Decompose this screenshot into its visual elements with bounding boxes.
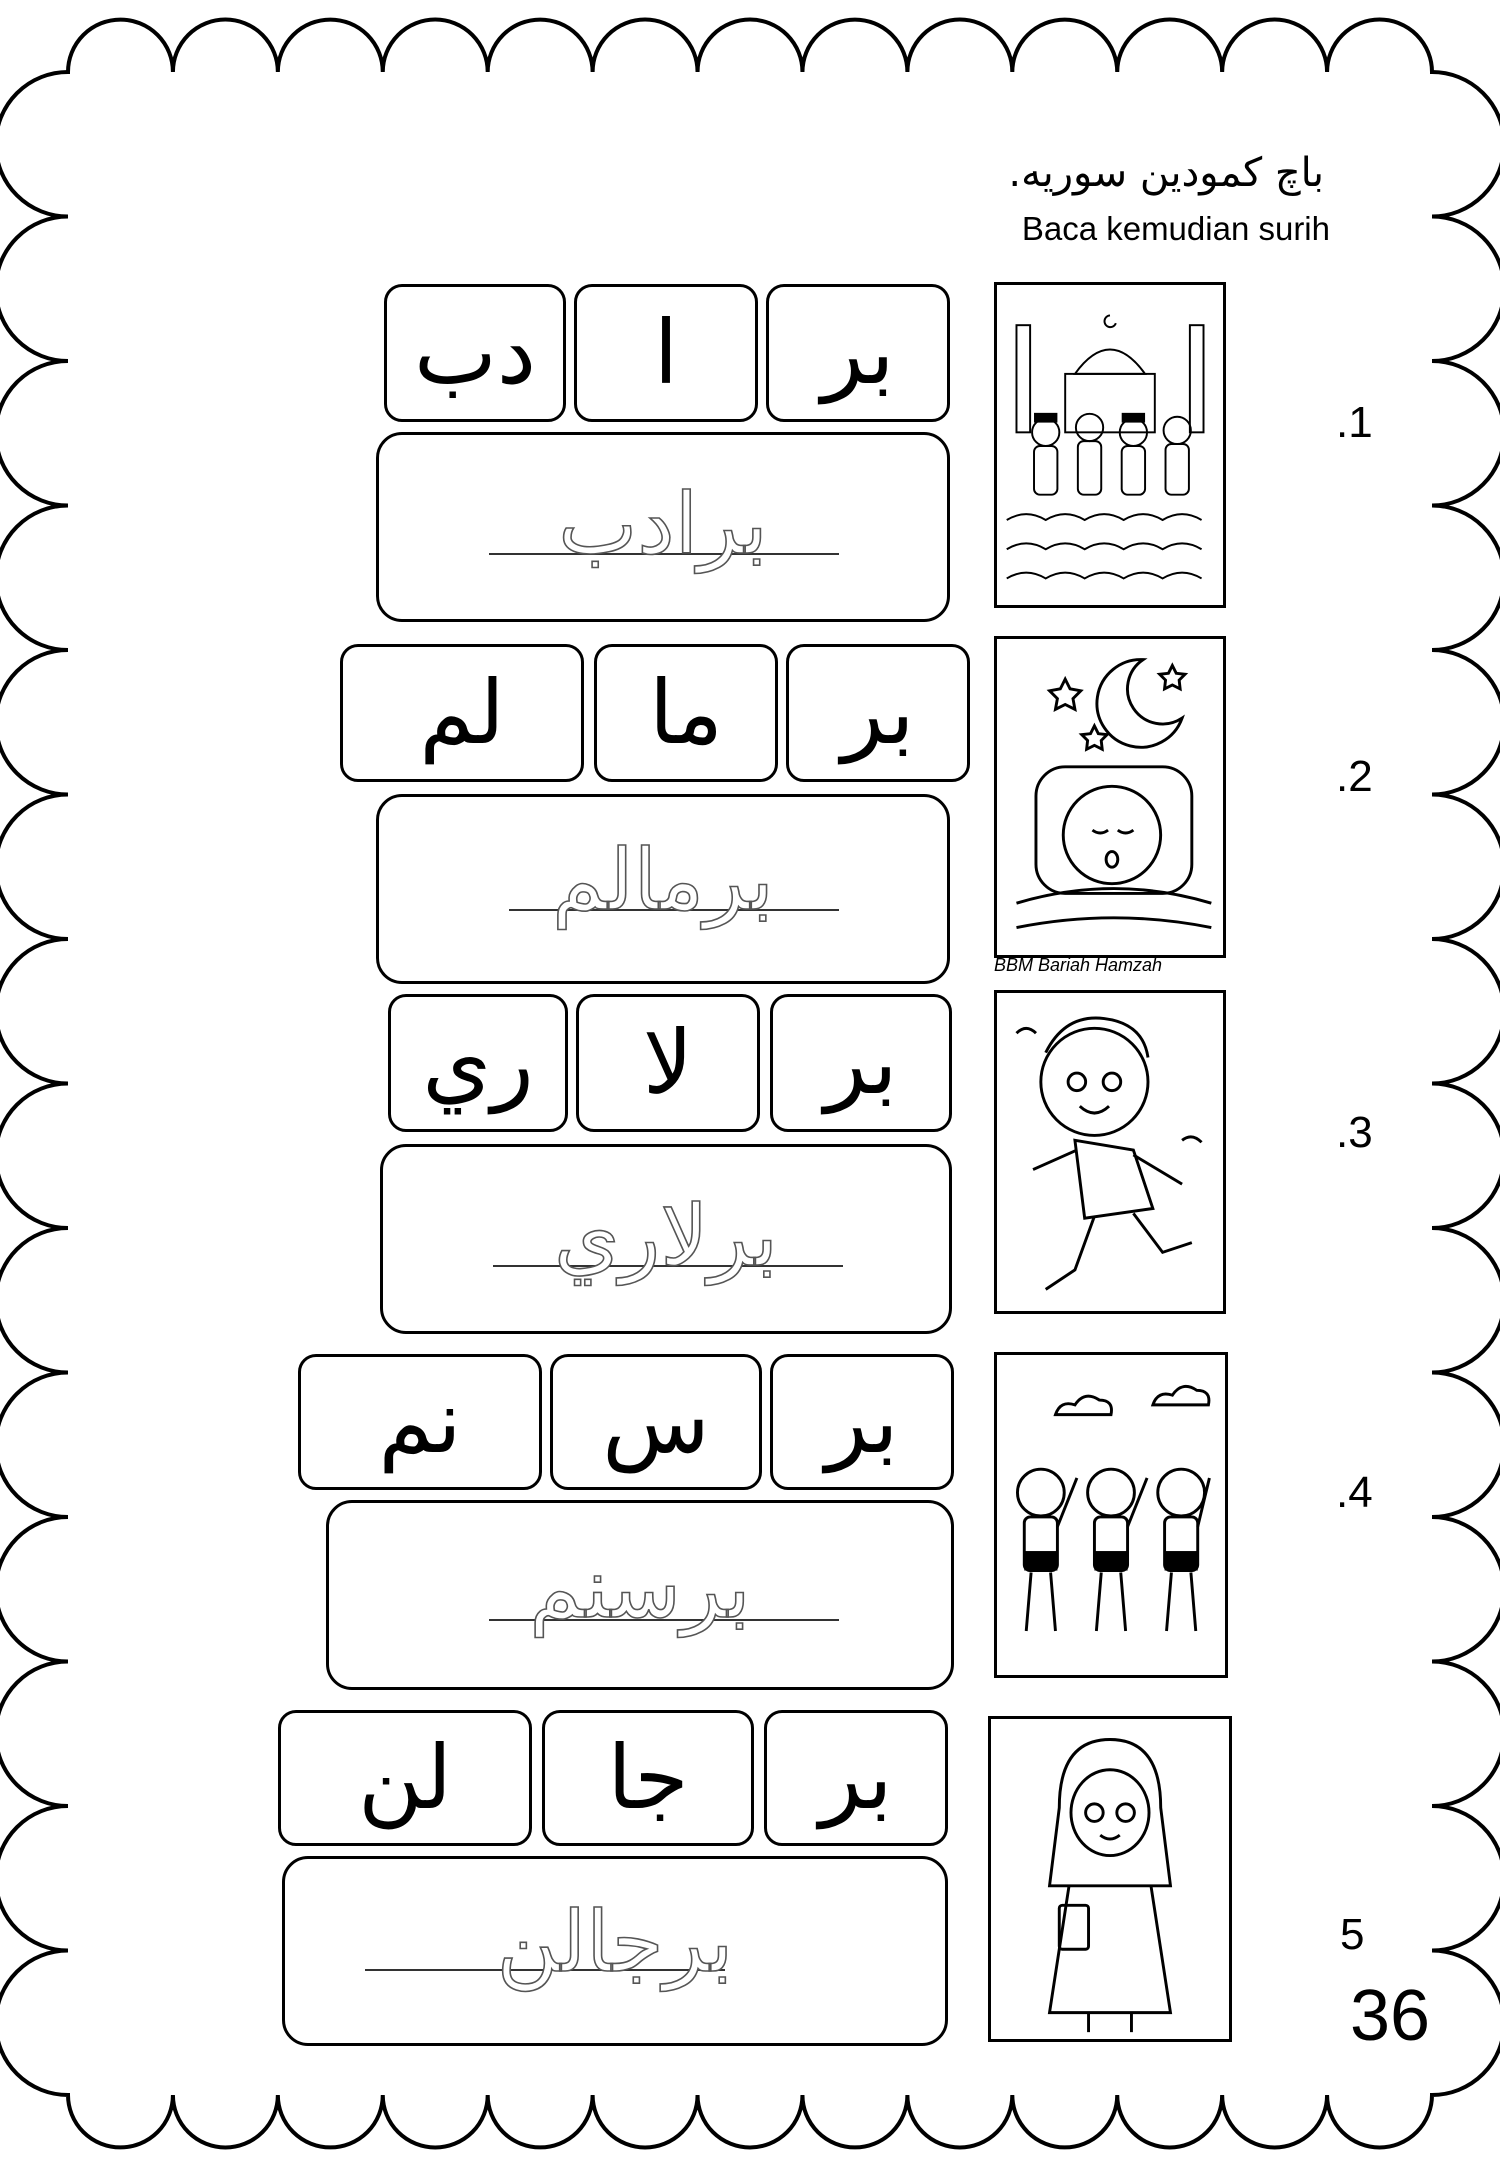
- picture-1: [994, 282, 1226, 608]
- picture-2: [994, 636, 1226, 958]
- trace-box-4[interactable]: [326, 1500, 954, 1690]
- page-number: 36: [1350, 1976, 1431, 2056]
- girl-walking-with-books-icon: [991, 1719, 1229, 2039]
- item-number-3: .3: [1336, 1108, 1373, 1157]
- picture-4: [994, 1352, 1228, 1678]
- trace-word-1: برادب: [558, 475, 768, 573]
- item-number-5: 5: [1340, 1910, 1365, 1959]
- boy-running-icon: [997, 993, 1223, 1311]
- trace-box-5[interactable]: [282, 1856, 948, 2046]
- syllable-box-5-1: بر: [764, 1710, 948, 1846]
- item-number-4: .4: [1336, 1468, 1373, 1517]
- credit-text: BBM Bariah Hamzah: [994, 955, 1163, 975]
- trace-word-3: برلاري: [554, 1187, 778, 1285]
- trace-box-2[interactable]: [376, 794, 950, 984]
- trace-box-1[interactable]: [376, 432, 950, 622]
- item-number-1: .1: [1336, 398, 1373, 447]
- trace-word-2: برمالم: [552, 831, 774, 929]
- syllable-box-4-2: س: [550, 1354, 762, 1490]
- boys-arranging-shoes-at-mosque-icon: [997, 285, 1223, 605]
- syllable-box-1-1: بر: [766, 284, 950, 422]
- syllable-box-2-3: لم: [340, 644, 584, 782]
- syllable-box-3-2: لا: [576, 994, 760, 1132]
- item-number-2: .2: [1336, 752, 1373, 801]
- syllable-box-2-1: بر: [786, 644, 970, 782]
- syllable-box-4-3: نم: [298, 1354, 542, 1490]
- instruction-jawi: باچ كمودين سوريه.: [1008, 150, 1324, 196]
- syllable-box-3-1: بر: [770, 994, 952, 1132]
- syllable-box-2-2: ما: [594, 644, 778, 782]
- child-sleeping-under-moon-icon: [997, 639, 1223, 955]
- syllable-box-5-3: لن: [278, 1710, 532, 1846]
- syllable-box-1-2: ا: [574, 284, 758, 422]
- trace-box-3[interactable]: [380, 1144, 952, 1334]
- syllable-box-3-3: ري: [388, 994, 568, 1132]
- picture-5: [988, 1716, 1232, 2042]
- trace-word-5: برجالن: [496, 1893, 734, 1991]
- instruction-latin: Baca kemudian surih: [1021, 210, 1330, 247]
- syllable-box-1-3: دب: [384, 284, 566, 422]
- picture-3: [994, 990, 1226, 1314]
- syllable-box-4-1: بر: [770, 1354, 954, 1490]
- trace-word-4: برسنم: [529, 1539, 751, 1637]
- syllable-box-5-2: جا: [542, 1710, 754, 1846]
- boys-exercising-icon: [997, 1355, 1225, 1675]
